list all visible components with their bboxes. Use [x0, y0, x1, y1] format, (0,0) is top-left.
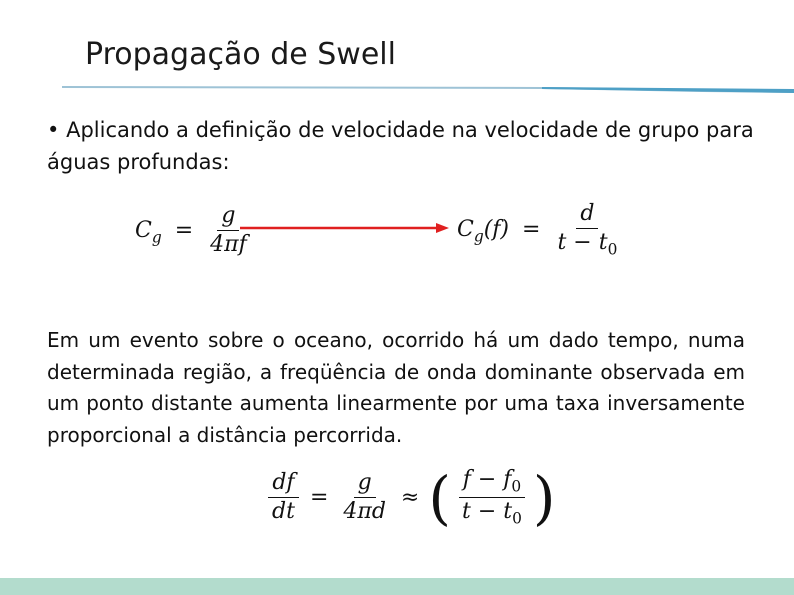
eq2-equals: =: [522, 217, 541, 243]
eq3-mid-numerator: g: [354, 471, 376, 498]
eq3-rhs-denominator: $t - t_0$: [462, 499, 522, 528]
eq3-rhs-numerator: $f - f_0$: [459, 468, 526, 498]
footer-bar: [0, 578, 794, 595]
eq3-rhs-fraction: [458, 468, 526, 528]
bullet-text: Aplicando a definição de velocidade na velocidade de grupo para águas profundas:: [47, 118, 754, 174]
equation-group-velocity-distance: [457, 202, 621, 259]
bullet-point: [47, 114, 757, 178]
eq3-approx: ≈: [400, 484, 420, 510]
equation-frequency-rate: [268, 463, 556, 532]
eq3-paren-open: (: [428, 463, 451, 532]
equation-group-velocity: [135, 204, 251, 257]
bullet-marker: •: [47, 118, 60, 142]
eq3-paren-close: ): [532, 463, 556, 532]
eq1-denominator: 4πf: [210, 232, 247, 258]
eq1-equals: =: [174, 217, 194, 243]
eq2-fraction: [553, 202, 621, 259]
title-underline: [62, 84, 794, 94]
body-paragraph: Em um evento sobre o oceano, ocorrido há um dado tempo, numa determinada região, a freqüência de onda dominante observada em um ponto distante aumenta linearmente por uma taxa inversamente proporcional a distância percorrida.: [47, 328, 745, 447]
eq3-lhs-numerator: df: [268, 471, 298, 498]
eq2-denominator: $t - t_0$: [557, 230, 618, 259]
eq2-numerator: d: [576, 202, 598, 229]
eq1-numerator: g: [217, 204, 239, 231]
red-arrow: [240, 220, 450, 236]
eq1-lhs: $C_g$: [135, 217, 162, 247]
eq3-lhs-denominator: dt: [272, 499, 295, 525]
eq2-lhs: $C_g(f)$: [457, 217, 510, 246]
eq3-lhs-fraction: [268, 471, 299, 524]
eq3-mid-fraction: [339, 471, 390, 524]
slide-title: Propagação de Swell: [85, 37, 396, 72]
eq3-mid-denominator: 4πd: [343, 499, 386, 525]
eq3-equals: =: [309, 484, 329, 510]
